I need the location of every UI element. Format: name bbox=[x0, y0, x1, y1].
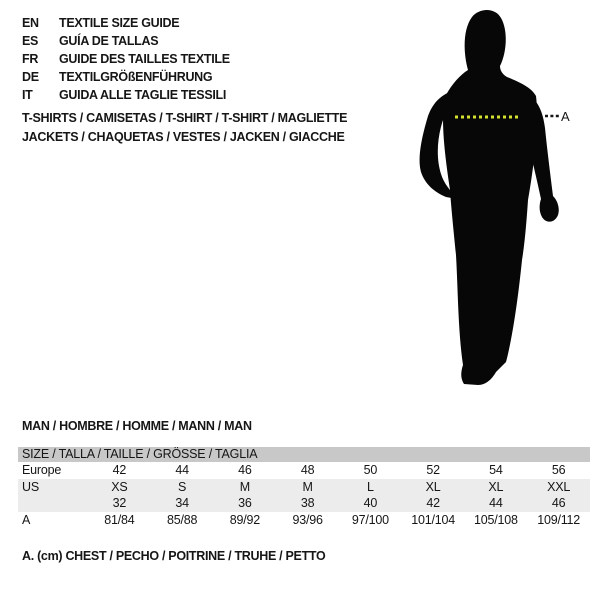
lang-code: DE bbox=[22, 70, 39, 84]
table-row-europe bbox=[18, 462, 590, 479]
table-row-chest-a bbox=[18, 512, 590, 529]
footnote-chest-measure: A. (cm) CHEST / PECHO / POITRINE / TRUHE / PETTO bbox=[22, 549, 326, 563]
row-label: Europe bbox=[22, 463, 62, 477]
table-cell: 42 bbox=[426, 496, 440, 510]
table-cell: XL bbox=[425, 479, 441, 494]
lang-label: GUIDA ALLE TAGLIE TESSILI bbox=[59, 88, 227, 102]
table-cell: 42 bbox=[112, 463, 127, 477]
row-label bbox=[18, 495, 88, 512]
measure-label-a: A bbox=[561, 109, 570, 124]
silhouette-body bbox=[443, 10, 537, 385]
table-cell: 32 bbox=[112, 496, 127, 510]
table-cell: 85/88 bbox=[166, 512, 198, 527]
table-cell: 97/100 bbox=[351, 512, 389, 527]
table-cell: L bbox=[366, 479, 374, 494]
lang-code: ES bbox=[22, 34, 39, 48]
table-cell: 44 bbox=[175, 463, 189, 477]
lang-label: GUÍA DE TALLAS bbox=[59, 34, 159, 48]
table-cell: 101/104 bbox=[411, 512, 456, 527]
category-tshirts: T-SHIRTS / CAMISETAS / T-SHIRT / T-SHIRT / MAGLIETTE bbox=[22, 111, 348, 125]
table-cell: XXL bbox=[547, 479, 571, 494]
table-cell: 93/96 bbox=[292, 512, 323, 527]
table-cell: 50 bbox=[363, 463, 378, 477]
table-cell: 44 bbox=[489, 496, 503, 510]
table-row-us bbox=[18, 479, 590, 496]
row-label: A bbox=[22, 512, 31, 527]
lang-label: TEXTILGRÖßENFÜHRUNG bbox=[59, 70, 213, 84]
table-cell: 38 bbox=[300, 496, 315, 510]
lang-code: EN bbox=[22, 16, 39, 30]
table-cell: XS bbox=[111, 479, 128, 494]
category-jackets: JACKETS / CHAQUETAS / VESTES / JACKEN / GIACCHE bbox=[22, 130, 345, 144]
table-cell: M bbox=[302, 479, 313, 494]
table-cell: 46 bbox=[238, 463, 252, 477]
table-cell: 54 bbox=[489, 463, 503, 477]
section-title-man: MAN / HOMBRE / HOMME / MANN / MAN bbox=[22, 419, 252, 433]
table-cell: XL bbox=[488, 479, 504, 494]
table-cell: 81/84 bbox=[104, 512, 135, 527]
table-cell: 105/108 bbox=[473, 512, 518, 527]
lang-label: TEXTILE SIZE GUIDE bbox=[59, 16, 180, 30]
table-cell: 89/92 bbox=[229, 512, 261, 527]
lang-code: FR bbox=[22, 52, 39, 66]
table-cell: S bbox=[178, 479, 187, 494]
lang-code: IT bbox=[22, 88, 33, 102]
table-cell: 56 bbox=[551, 463, 566, 477]
table-cell: M bbox=[239, 479, 250, 494]
table-cell: 46 bbox=[551, 496, 566, 510]
table-cell: 40 bbox=[363, 496, 378, 510]
table-cell: 52 bbox=[426, 463, 440, 477]
table-cell: 34 bbox=[175, 496, 189, 510]
table-row-us-numeric bbox=[18, 495, 590, 512]
table-cell: 48 bbox=[300, 463, 315, 477]
table-cell: 109/112 bbox=[537, 512, 581, 527]
size-table bbox=[18, 447, 590, 528]
row-label: US bbox=[22, 479, 39, 494]
size-table-header: SIZE / TALLA / TAILLE / GRÖSSE / TAGLIA bbox=[18, 447, 590, 462]
table-cell: 36 bbox=[238, 496, 252, 510]
lang-label: GUIDE DES TAILLES TEXTILE bbox=[59, 52, 230, 66]
